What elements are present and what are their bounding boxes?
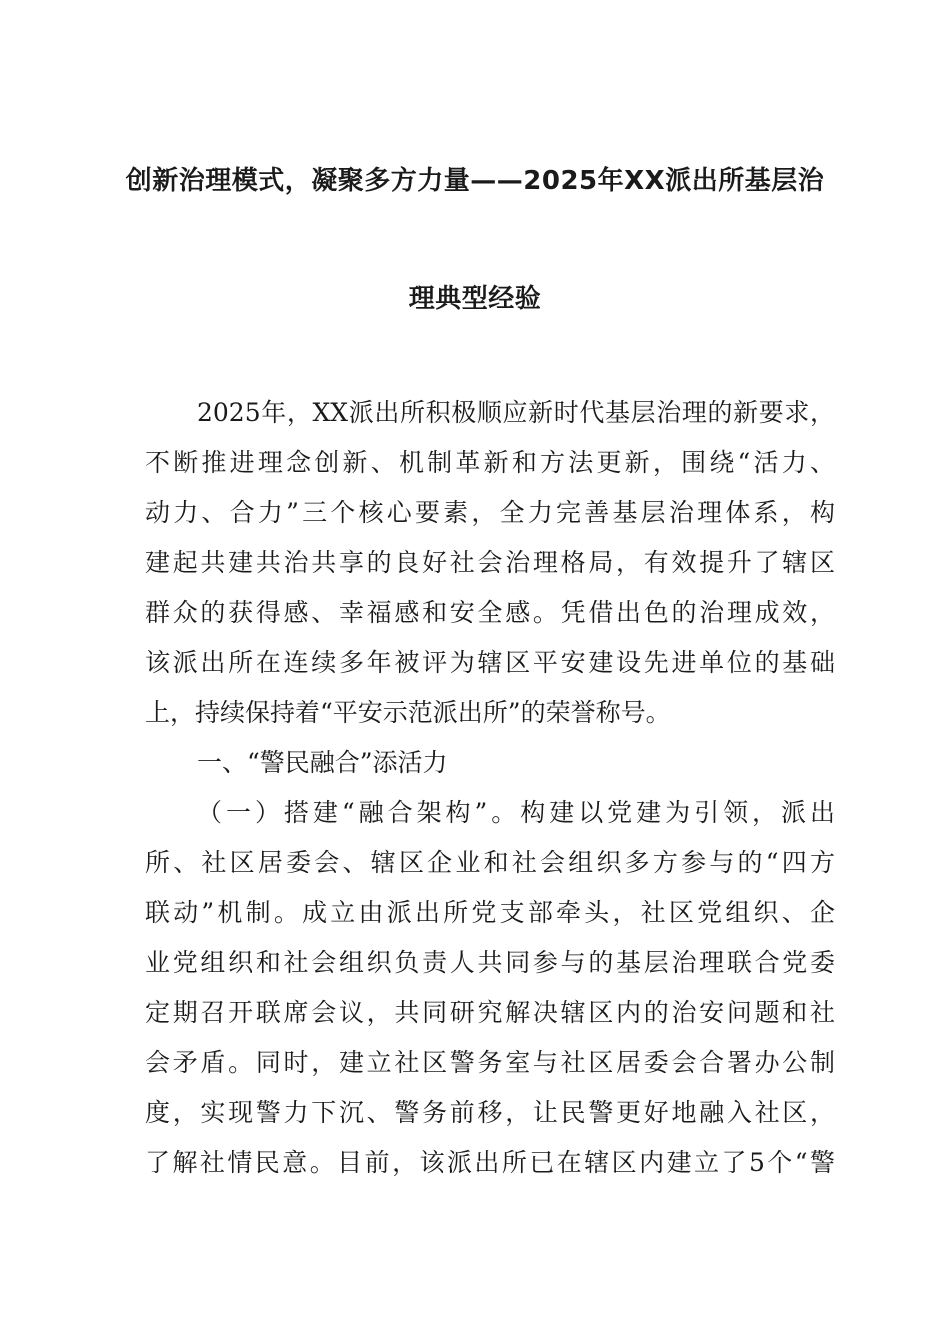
paragraph-line: 该派出所在连续多年被评为辖区平安建设先进单位的基础 bbox=[145, 648, 835, 677]
paragraph-line: 定期召开联席会议，共同研究解决辖区内的治安问题和社 bbox=[145, 998, 835, 1027]
paragraph-line: 不断推进理念创新、机制革新和方法更新，围绕“活力、 bbox=[145, 448, 835, 477]
paragraph-line: 上，持续保持着“平安示范派出所”的荣誉称号。 bbox=[145, 698, 671, 727]
section-heading: 一、“警民融合”添活力 bbox=[197, 748, 448, 777]
document-title-line-1: 创新治理模式，凝聚多方力量——2025年XX派出所基层治 bbox=[125, 166, 825, 196]
paragraph-line: 2025年，XX派出所积极顺应新时代基层治理的新要求， bbox=[197, 398, 835, 427]
paragraph-line: 业党组织和社会组织负责人共同参与的基层治理联合党委 bbox=[145, 948, 835, 977]
paragraph-line: 度，实现警力下沉、警务前移，让民警更好地融入社区， bbox=[145, 1098, 835, 1127]
paragraph-line: 所、社区居委会、辖区企业和社会组织多方参与的“四方 bbox=[145, 848, 835, 877]
paragraph-line: 动力、合力”三个核心要素，全力完善基层治理体系，构 bbox=[145, 498, 835, 527]
paragraph-line: （一）搭建“融合架构”。构建以党建为引领，派出 bbox=[197, 798, 835, 827]
paragraph-line: 联动”机制。成立由派出所党支部牵头，社区党组织、企 bbox=[145, 898, 835, 927]
document-title-line-2: 理典型经验 bbox=[408, 284, 542, 314]
paragraph-line: 会矛盾。同时，建立社区警务室与社区居委会合署办公制 bbox=[145, 1048, 835, 1077]
paragraph-line: 群众的获得感、幸福感和安全感。凭借出色的治理成效， bbox=[145, 598, 835, 627]
paragraph-line: 建起共建共治共享的良好社会治理格局，有效提升了辖区 bbox=[145, 548, 835, 577]
paragraph-line: 了解社情民意。目前，该派出所已在辖区内建立了5个“警 bbox=[145, 1148, 835, 1177]
